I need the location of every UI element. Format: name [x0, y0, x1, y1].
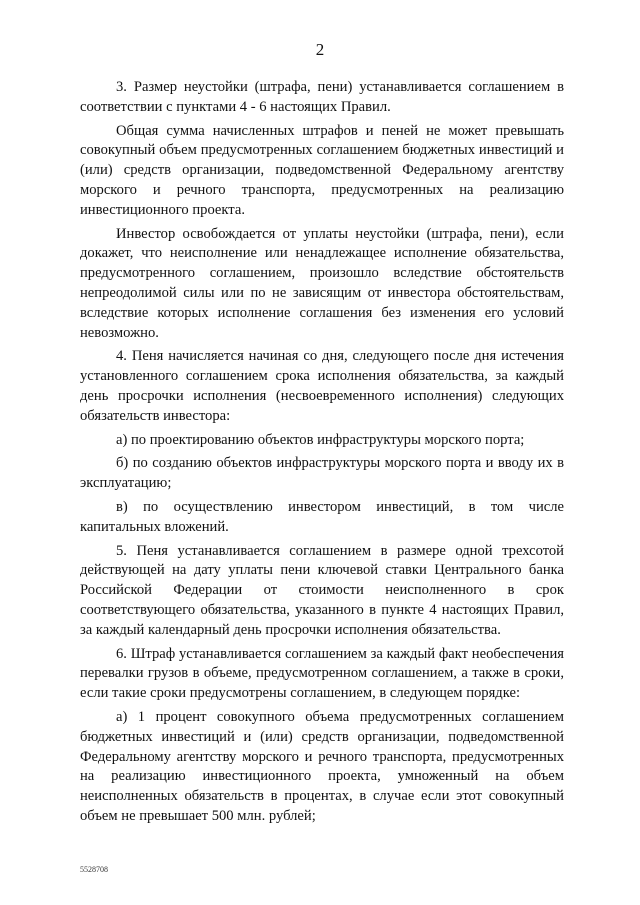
paragraph-investor-exemption: Инвестор освобождается от уплаты неустойки (штрафа, пени), если докажет, что неисполнение или ненадлежащее исполнение обязательства, предусмотренного соглашением, произошло вследствие обстоятельств непреодолимой силы или по не зависящим от инвестора обстоятельствам, вследствие которых исполнение соглашения без изменения его условий невозможно. — [80, 225, 564, 341]
paragraph-4: 4. Пеня начисляется начиная со дня, следующего после дня истечения установленного соглашением срока исполнения обязательства, за каждый день просрочки исполнения (несвоевременного исполнения) следующих обязательств инвестора: — [80, 348, 564, 424]
list-item-6a: а) 1 процент совокупного объема предусмотренных соглашением бюджетных инвестиций и (или) средств организации, подведомственной Федеральному агентству морского и речного транспорта, предусмотренных на реализацию инвестиционного проекта, умноженный на объем неисполненных обязательств в процентах, в случае если этот совокупный объем не превышает 500 млн. рублей; — [80, 708, 564, 824]
footer-document-code: 5528708 — [80, 865, 108, 874]
list-item-4a: а) по проектированию объектов инфраструктуры морского порта; — [116, 431, 525, 448]
paragraph-3: 3. Размер неустойки (штрафа, пени) устанавливается соглашением в соответствии с пунктами 4 - 6 настоящих Правил. — [80, 79, 564, 115]
paragraph-6: 6. Штраф устанавливается соглашением за каждый факт необеспечения перевалки грузов в объеме, предусмотренном соглашением, а также в сроки, если такие сроки предусмотрены соглашением, в следующем порядке: — [80, 645, 564, 702]
paragraph-5: 5. Пеня устанавливается соглашением в размере одной трехсотой действующей на дату уплаты пени ключевой ставки Центрального банка Российской Федерации от стоимости неисполненного в срок соответствующего обязательства, указанного в пункте 4 настоящих Правил, за каждый календарный день просрочки исполнения обязательства. — [80, 542, 564, 638]
list-item-4c: в) по осуществлению инвестором инвестиций, в том числе капитальных вложений. — [80, 498, 564, 535]
list-item-4b: б) по созданию объектов инфраструктуры морского порта и вводу их в эксплуатацию; — [80, 455, 564, 492]
page-number: 2 — [315, 40, 325, 59]
document-body — [80, 78, 564, 831]
paragraph-penalty-total: Общая сумма начисленных штрафов и пеней не может превышать совокупный объем предусмотренных соглашением бюджетных инвестиций и (или) средств организации, подведомственной Федеральному агентству морского и речного транспорта, предусмотренных на реализацию инвестиционного проекта. — [80, 122, 564, 218]
